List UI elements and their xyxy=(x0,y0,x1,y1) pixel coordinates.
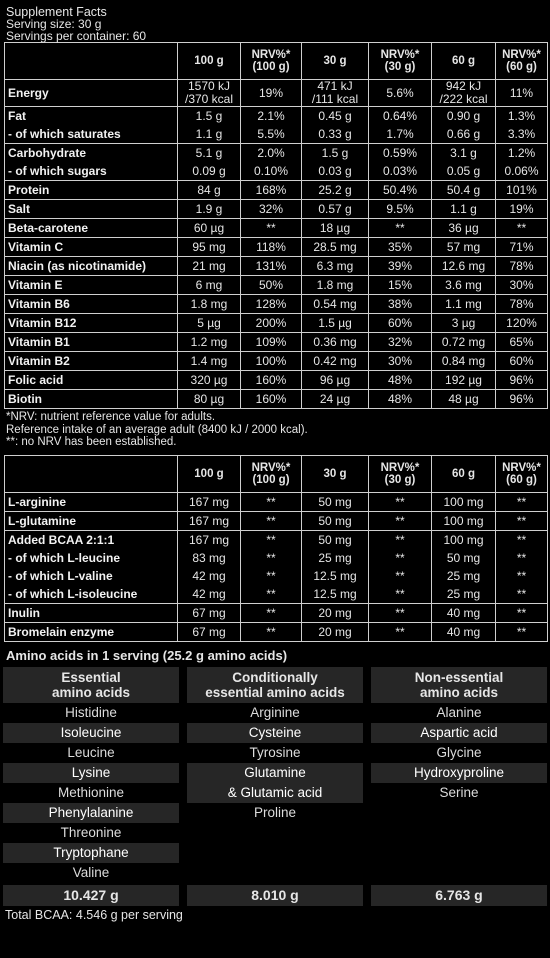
row-value: 1.5 g xyxy=(178,107,241,126)
table-row xyxy=(5,200,548,219)
row-value: 50 mg xyxy=(432,549,496,567)
row-value: ** xyxy=(496,567,548,585)
row-value: 100 mg xyxy=(432,492,496,511)
nutrition-table xyxy=(4,42,548,409)
row-value: 6.3 mg xyxy=(302,257,369,276)
row-value: 50.4% xyxy=(369,181,432,200)
row-value: 67 mg xyxy=(178,622,241,641)
row-value: 0.06% xyxy=(496,162,548,181)
table-row xyxy=(5,238,548,257)
row-value: 57 mg xyxy=(432,238,496,257)
note-no-nrv: **: no NRV has been established. xyxy=(6,436,177,448)
row-value: 5 µg xyxy=(178,314,241,333)
table-row xyxy=(5,219,548,238)
amino-acid-item: Valine xyxy=(72,864,110,880)
amino-acid-item: Histidine xyxy=(65,704,117,720)
table-row xyxy=(5,162,548,181)
row-value: 5.1 g xyxy=(178,144,241,163)
column-header: 100 g xyxy=(178,43,241,80)
table-row xyxy=(5,107,548,126)
row-value: 1.2 mg xyxy=(178,333,241,352)
amino-acid-item: Aspartic acid xyxy=(371,723,547,743)
row-value: 320 µg xyxy=(178,371,241,390)
row-value: 109% xyxy=(241,333,302,352)
row-value: 167 mg xyxy=(178,492,241,511)
table-row xyxy=(5,333,548,352)
row-value: ** xyxy=(241,530,302,549)
row-label: Niacin (as nicotinamide) xyxy=(5,257,178,276)
row-value: 25 mg xyxy=(432,585,496,604)
row-value: ** xyxy=(241,492,302,511)
row-value: ** xyxy=(241,567,302,585)
column-header: NRV%* (60 g) xyxy=(496,43,548,80)
amino-acid-item: Threonine xyxy=(60,824,122,840)
label-title: Supplement Facts xyxy=(6,5,107,19)
row-value: 25 mg xyxy=(302,549,369,567)
row-value: 160% xyxy=(241,390,302,409)
row-value: 48 µg xyxy=(432,390,496,409)
row-value: 0.57 g xyxy=(302,200,369,219)
row-value: 25 mg xyxy=(432,567,496,585)
row-value: 1.7% xyxy=(369,125,432,144)
row-label: Bromelain enzyme xyxy=(5,622,178,641)
amino-acid-item: Arginine xyxy=(250,704,300,720)
table-row xyxy=(5,567,548,585)
row-label: Fat xyxy=(5,107,178,126)
row-value: 131% xyxy=(241,257,302,276)
amino-acid-item: Cysteine xyxy=(187,723,363,743)
row-label: Vitamin B1 xyxy=(5,333,178,352)
row-label: Vitamin B6 xyxy=(5,295,178,314)
row-value: 120% xyxy=(496,314,548,333)
total-bcaa: Total BCAA: 4.546 g per serving xyxy=(5,907,183,922)
row-value: 0.36 mg xyxy=(302,333,369,352)
row-value: 100 mg xyxy=(432,511,496,530)
row-value: 168% xyxy=(241,181,302,200)
row-value: 1.8 mg xyxy=(302,276,369,295)
row-value: 60% xyxy=(496,352,548,371)
row-value: 32% xyxy=(369,333,432,352)
row-label: Vitamin E xyxy=(5,276,178,295)
row-value: 12.6 mg xyxy=(432,257,496,276)
row-label: - of which sugars xyxy=(5,162,178,181)
row-value: 19% xyxy=(241,80,302,107)
amino-acid-item: Glutamine & Glutamic acid xyxy=(187,763,363,803)
row-value: 78% xyxy=(496,257,548,276)
row-label: - of which L-leucine xyxy=(5,549,178,567)
row-value: ** xyxy=(369,511,432,530)
row-value: 50.4 g xyxy=(432,181,496,200)
row-value: 101% xyxy=(496,181,548,200)
amino-acid-item: Lysine xyxy=(3,763,179,783)
amino-acids-title: Amino acids in 1 serving (25.2 g amino acids) xyxy=(6,647,288,663)
row-label: Folic acid xyxy=(5,371,178,390)
amino-acids-grid xyxy=(3,667,547,906)
table-row xyxy=(5,314,548,333)
row-label: Added BCAA 2:1:1 xyxy=(5,530,178,549)
amino-acid-item: Phenylalanine xyxy=(3,803,179,823)
row-label: Vitamin B12 xyxy=(5,314,178,333)
note-nrv: *NRV: nutrient reference value for adults. xyxy=(6,411,216,423)
table-row xyxy=(5,257,548,276)
column-spacer xyxy=(371,803,547,883)
row-value: 1.1 g xyxy=(178,125,241,144)
column-header: NRV%* (100 g) xyxy=(241,43,302,80)
row-value: 36 µg xyxy=(432,219,496,238)
amino-acid-item: Alanine xyxy=(436,704,482,720)
row-value: 1.8 mg xyxy=(178,295,241,314)
row-label: Energy xyxy=(5,80,178,107)
row-value: 0.90 g xyxy=(432,107,496,126)
row-value: 0.05 g xyxy=(432,162,496,181)
row-value: 6 mg xyxy=(178,276,241,295)
amino-acid-item: Methionine xyxy=(57,784,125,800)
row-value: 0.10% xyxy=(241,162,302,181)
row-value: 96% xyxy=(496,371,548,390)
row-value: 1.3% xyxy=(496,107,548,126)
row-value: 1.2% xyxy=(496,144,548,163)
row-label: Vitamin B2 xyxy=(5,352,178,371)
row-value: 0.54 mg xyxy=(302,295,369,314)
row-value: 96 µg xyxy=(302,371,369,390)
row-value: 167 mg xyxy=(178,530,241,549)
table-row xyxy=(5,276,548,295)
row-value: 35% xyxy=(369,238,432,257)
row-value: ** xyxy=(496,219,548,238)
table-header-row xyxy=(5,43,548,80)
row-value: 1.1 g xyxy=(432,200,496,219)
table-row xyxy=(5,125,548,144)
amino-acid-item: Tryptophane xyxy=(3,843,179,863)
row-value: 60 µg xyxy=(178,219,241,238)
row-value: 0.64% xyxy=(369,107,432,126)
row-label: Salt xyxy=(5,200,178,219)
row-value: 5.6% xyxy=(369,80,432,107)
note-reference-intake: Reference intake of an average adult (8400 kJ / 2000 kcal). xyxy=(6,423,308,436)
row-value: 471 kJ /111 kcal xyxy=(302,80,369,107)
row-label: Protein xyxy=(5,181,178,200)
row-value: 78% xyxy=(496,295,548,314)
row-value: 39% xyxy=(369,257,432,276)
row-value: 9.5% xyxy=(369,200,432,219)
row-value: 1.5 g xyxy=(302,144,369,163)
amino-acid-item: Glycine xyxy=(436,744,482,760)
row-value: 0.03% xyxy=(369,162,432,181)
column-header: 100 g xyxy=(178,455,241,492)
row-label: Biotin xyxy=(5,390,178,409)
row-value: ** xyxy=(369,603,432,622)
row-value: 95 mg xyxy=(178,238,241,257)
row-value: 15% xyxy=(369,276,432,295)
row-value: ** xyxy=(496,549,548,567)
row-value: 32% xyxy=(241,200,302,219)
column-header: NRV%* (30 g) xyxy=(369,43,432,80)
row-value: 0.59% xyxy=(369,144,432,163)
row-value: ** xyxy=(369,492,432,511)
amino-column xyxy=(3,667,179,906)
row-value: ** xyxy=(241,511,302,530)
row-value: 1570 kJ /370 kcal xyxy=(178,80,241,107)
row-value: 5.5% xyxy=(241,125,302,144)
row-value: ** xyxy=(241,219,302,238)
row-value: ** xyxy=(241,549,302,567)
table-row xyxy=(5,295,548,314)
column-header: NRV%* (60 g) xyxy=(496,455,548,492)
row-value: 67 mg xyxy=(178,603,241,622)
row-value: ** xyxy=(241,585,302,604)
row-value: 2.1% xyxy=(241,107,302,126)
row-value: 100 mg xyxy=(432,530,496,549)
header-blank xyxy=(5,43,178,80)
row-value: 71% xyxy=(496,238,548,257)
row-label: Inulin xyxy=(5,603,178,622)
row-value: 0.72 mg xyxy=(432,333,496,352)
table-row xyxy=(5,371,548,390)
row-value: 84 g xyxy=(178,181,241,200)
row-value: 12.5 mg xyxy=(302,567,369,585)
table-row xyxy=(5,144,548,163)
table-row xyxy=(5,492,548,511)
row-label: - of which L-isoleucine xyxy=(5,585,178,604)
row-value: 200% xyxy=(241,314,302,333)
row-value: 48% xyxy=(369,390,432,409)
table-row xyxy=(5,511,548,530)
table-row xyxy=(5,585,548,604)
table-row xyxy=(5,80,548,107)
amino-column-total: 10.427 g xyxy=(3,885,179,906)
amino-column xyxy=(371,667,547,906)
row-value: 40 mg xyxy=(432,622,496,641)
table-row xyxy=(5,622,548,641)
row-value: 160% xyxy=(241,371,302,390)
amino-acid-item: Proline xyxy=(253,804,297,820)
row-value: 42 mg xyxy=(178,585,241,604)
amino-column-header: Non-essential amino acids xyxy=(371,667,547,703)
column-header: NRV%* (30 g) xyxy=(369,455,432,492)
row-value: ** xyxy=(496,492,548,511)
amino-column-total: 6.763 g xyxy=(371,885,547,906)
other-ingredients-table xyxy=(4,455,548,642)
row-value: 50 mg xyxy=(302,492,369,511)
row-value: ** xyxy=(369,567,432,585)
row-value: 38% xyxy=(369,295,432,314)
row-value: 100% xyxy=(241,352,302,371)
table-header-row xyxy=(5,455,548,492)
row-value: ** xyxy=(369,622,432,641)
row-value: 18 µg xyxy=(302,219,369,238)
amino-acid-item: Isoleucine xyxy=(3,723,179,743)
row-label: Beta-carotene xyxy=(5,219,178,238)
row-value: 30% xyxy=(496,276,548,295)
servings-per-container: Servings per container: 60 xyxy=(6,29,147,43)
column-spacer xyxy=(187,823,363,883)
row-value: 25.2 g xyxy=(302,181,369,200)
row-value: 11% xyxy=(496,80,548,107)
row-label: L-arginine xyxy=(5,492,178,511)
header xyxy=(0,0,550,42)
row-value: ** xyxy=(496,585,548,604)
row-value: 48% xyxy=(369,371,432,390)
row-value: ** xyxy=(496,530,548,549)
row-value: 80 µg xyxy=(178,390,241,409)
column-header: 30 g xyxy=(302,43,369,80)
table-row xyxy=(5,549,548,567)
row-value: 40 mg xyxy=(432,603,496,622)
row-value: 30% xyxy=(369,352,432,371)
row-value: 192 µg xyxy=(432,371,496,390)
table-row xyxy=(5,181,548,200)
serving-size: Serving size: 30 g xyxy=(6,17,102,31)
row-value: 96% xyxy=(496,390,548,409)
row-value: ** xyxy=(496,603,548,622)
row-value: 20 mg xyxy=(302,622,369,641)
table-row xyxy=(5,390,548,409)
row-value: 50% xyxy=(241,276,302,295)
amino-column-header: Essential amino acids xyxy=(3,667,179,703)
row-value: 12.5 mg xyxy=(302,585,369,604)
row-value: ** xyxy=(496,622,548,641)
row-value: 65% xyxy=(496,333,548,352)
row-value: ** xyxy=(241,622,302,641)
column-header: 60 g xyxy=(432,43,496,80)
amino-acid-item: Leucine xyxy=(67,744,115,760)
column-header: 30 g xyxy=(302,455,369,492)
amino-column-total: 8.010 g xyxy=(187,885,363,906)
table-row xyxy=(5,530,548,549)
row-label: - of which saturates xyxy=(5,125,178,144)
amino-acid-item: Hydroxyproline xyxy=(371,763,547,783)
row-value: 118% xyxy=(241,238,302,257)
row-value: 1.5 µg xyxy=(302,314,369,333)
row-value: 20 mg xyxy=(302,603,369,622)
row-value: 942 kJ /222 kcal xyxy=(432,80,496,107)
row-value: 0.09 g xyxy=(178,162,241,181)
row-value: ** xyxy=(369,585,432,604)
row-value: ** xyxy=(496,511,548,530)
row-label: Carbohydrate xyxy=(5,144,178,163)
amino-acid-item: Serine xyxy=(439,784,479,800)
row-value: 0.33 g xyxy=(302,125,369,144)
row-value: 3.3% xyxy=(496,125,548,144)
row-value: 0.84 mg xyxy=(432,352,496,371)
row-value: ** xyxy=(369,549,432,567)
row-value: 28.5 mg xyxy=(302,238,369,257)
row-value: ** xyxy=(369,530,432,549)
row-value: 1.9 g xyxy=(178,200,241,219)
table-row xyxy=(5,352,548,371)
row-label: Vitamin C xyxy=(5,238,178,257)
row-value: 128% xyxy=(241,295,302,314)
row-value: ** xyxy=(241,603,302,622)
row-value: 60% xyxy=(369,314,432,333)
amino-column xyxy=(187,667,363,906)
row-value: 167 mg xyxy=(178,511,241,530)
row-value: 0.03 g xyxy=(302,162,369,181)
amino-column-header: Conditionally essential amino acids xyxy=(187,667,363,703)
header-blank xyxy=(5,455,178,492)
row-value: 83 mg xyxy=(178,549,241,567)
row-label: L-glutamine xyxy=(5,511,178,530)
row-value: 19% xyxy=(496,200,548,219)
row-value: 42 mg xyxy=(178,567,241,585)
row-value: 1.4 mg xyxy=(178,352,241,371)
amino-acid-item: Tyrosine xyxy=(249,744,301,760)
row-value: 2.0% xyxy=(241,144,302,163)
row-value: 24 µg xyxy=(302,390,369,409)
row-value: 50 mg xyxy=(302,511,369,530)
notes xyxy=(6,409,550,455)
row-value: 3 µg xyxy=(432,314,496,333)
row-value: 1.1 mg xyxy=(432,295,496,314)
row-value: 3.6 mg xyxy=(432,276,496,295)
row-value: 50 mg xyxy=(302,530,369,549)
row-value: 21 mg xyxy=(178,257,241,276)
row-value: 0.66 g xyxy=(432,125,496,144)
column-header: 60 g xyxy=(432,455,496,492)
row-label: - of which L-valine xyxy=(5,567,178,585)
table-row xyxy=(5,603,548,622)
column-header: NRV%* (100 g) xyxy=(241,455,302,492)
row-value: 0.45 g xyxy=(302,107,369,126)
row-value: 0.42 mg xyxy=(302,352,369,371)
row-value: ** xyxy=(369,219,432,238)
row-value: 3.1 g xyxy=(432,144,496,163)
